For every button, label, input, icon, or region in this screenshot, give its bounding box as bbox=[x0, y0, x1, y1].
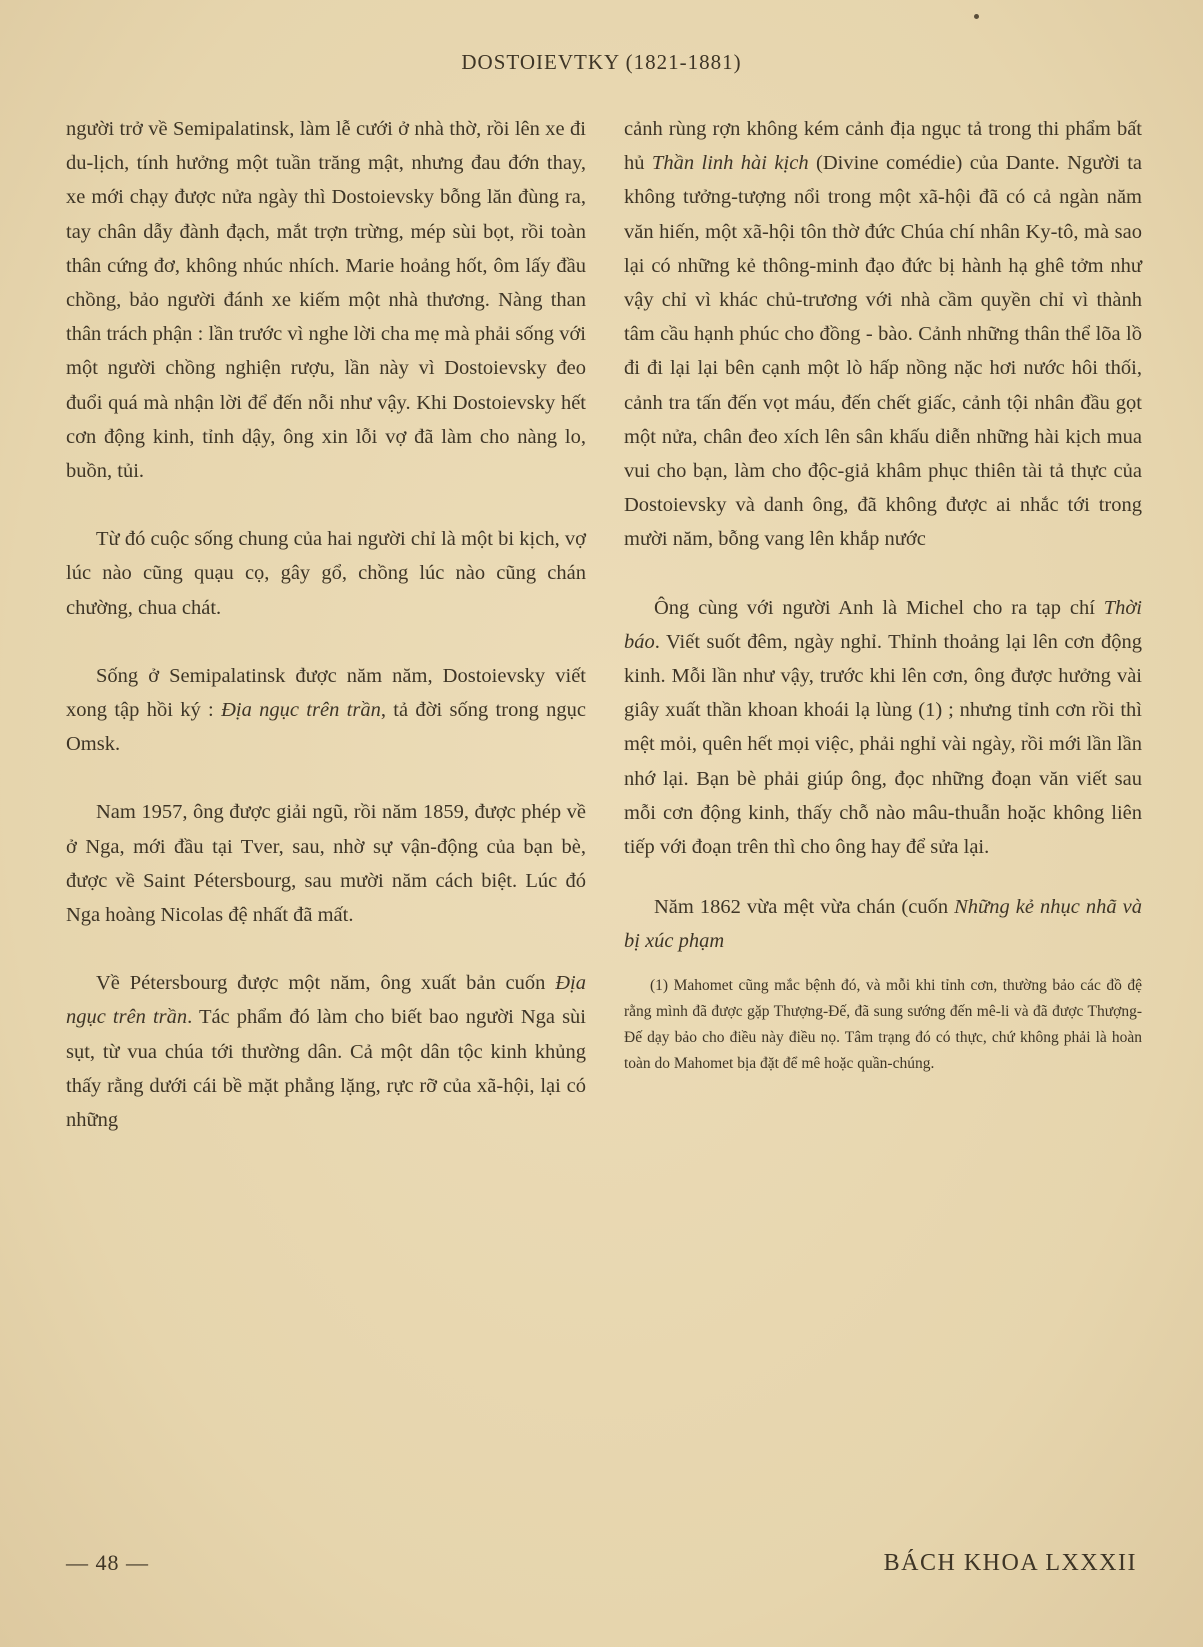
right-column bbox=[624, 112, 1142, 1077]
italic-title: Thời báo bbox=[624, 596, 1142, 653]
publication-name: BÁCH KHOA LXXXII bbox=[883, 1550, 1137, 1576]
text-run: . Tác phẩm đó làm cho biết bao người Nga sùi sụt, từ vua chúa tới thường dân. Cả một dân tộc kinh khủng thấy rằng dưới cái bề mặt phẳng lặng, rực rỡ của xã-hội, lại có những bbox=[66, 1006, 587, 1132]
text-run: Ông cùng với người Anh là Michel cho ra tạp chí bbox=[654, 596, 1104, 619]
footnote: (1) Mahomet cũng mắc bệnh đó, và mỗi khi tỉnh cơn, thường bảo các đồ đệ rằng mình đã được gặp Thượng-Đế, đã sung sướng đến mê-li và đã được Thượng-Đế dạy bảo cho điều này điều nọ. Tâm trạng đó có thực, chứ không phải là hoàn toàn do Mahomet bịa đặt để mê hoặc quần-chúng. bbox=[624, 976, 1142, 1072]
italic-title: Thần linh hài kịch bbox=[651, 152, 809, 175]
page-number: — 48 — bbox=[66, 1550, 149, 1575]
italic-title: Địa ngục trên trần bbox=[66, 972, 586, 1029]
text-run: . Viết suốt đêm, ngày nghỉ. Thỉnh thoảng lại lên cơn động kinh. Mỗi lần như vậy, trước khi lên cơn, ông được hưởng vài giây xuất thần khoan khoái lạ lùng (1) ; nhưng tỉnh cơn rồi thì mệt mỏi, quên hết mọi việc, phải nghỉ vài ngày, rồi mới lần lần nhớ lại. Bạn bè phải giúp ông, đọc những đoạn văn viết sau mỗi cơn động kinh, thấy chỗ nào mâu-thuẫn hoặc không liên tiếp với đoạn trên thì cho ông hay để sửa lại. bbox=[624, 630, 1142, 859]
running-header: DOSTOIEVTKY (1821-1881) bbox=[461, 50, 742, 74]
paragraph bbox=[624, 591, 1142, 865]
text-run: Năm 1862 vừa mệt vừa chán (cuốn bbox=[654, 896, 955, 919]
text-run: người trở về Semipalatinsk, làm lễ cưới ở nhà thờ, rồi lên xe đi du-lịch, tính hưởng một tuần trăng mật, nhưng đau đớn thay, xe mới chạy được nửa ngày thì Dostoievsky bỗng lăn đùng ra, tay chân dẫy đành đạch, mắt trợn trừng, mép sùi bọt, rồi toàn thân cứng đơ, không nhúc nhích. Marie hoảng hốt, ôm lấy đầu chồng, bảo người đánh xe kiếm một nhà thương. Nàng than thân trách phận : lần trước vì nghe lời cha mẹ mà phải sống với một người chồng nghiện rượu, lần này vì Dostoievsky đeo đuổi quá mà nhận lời để đến nỗi như vậy. Khi Dostoievsky hết cơn động kinh, tỉnh dậy, ông xin lỗi vợ đã làm cho nàng lo, buồn, tủi. bbox=[66, 118, 586, 483]
paragraph bbox=[66, 522, 586, 625]
text-run: Từ đó cuộc sống chung của hai người chỉ là một bi kịch, vợ lúc nào cũng quạu cọ, gây gổ, chồng lúc nào cũng chán chường, chua chát. bbox=[66, 528, 586, 619]
text-run: Nam 1957, ông được giải ngũ, rồi năm 1859, được phép về ở Nga, mới đầu tại Tver, sau, nhờ sự vận-động của bạn bè, được về Saint Pétersbourg, sau mười năm cách biệt. Lúc đó Nga hoàng Nicolas đệ nhất đã mất. bbox=[66, 801, 586, 927]
left-column bbox=[66, 112, 586, 1137]
text-run: Sống ở Semipalatinsk được năm năm, Dostoievsky viết xong tập hồi ký : bbox=[66, 664, 586, 722]
paragraph bbox=[66, 112, 586, 488]
ink-speck bbox=[974, 14, 979, 19]
text-run: Về Pétersbourg được một năm, ông xuất bản cuốn bbox=[96, 972, 556, 995]
italic-title: Địa ngục trên trần bbox=[221, 699, 381, 722]
paragraph bbox=[66, 795, 586, 932]
text-run: , tả đời sống trong ngục Omsk. bbox=[66, 699, 586, 756]
paragraph bbox=[624, 890, 1142, 958]
italic-title: Những kẻ nhục nhã và bị xúc phạm bbox=[624, 896, 1143, 953]
paragraph bbox=[624, 112, 1142, 557]
paragraph bbox=[66, 966, 586, 1137]
text-run: cảnh rùng rợn không kém cảnh địa ngục tả trong thi phẩm bất hủ bbox=[624, 118, 1142, 175]
text-run: (Divine comédie) của Dante. Người ta không tưởng-tượng nổi trong một xã-hội đã có cả ngàn năm văn hiến, một xã-hội tôn thờ đức Chúa chí nhân Ky-tô, mà sao lại có những kẻ thông-minh đạo đức bị hành hạ ghê tởm như vậy chỉ vì khác chủ-trương với nhà cầm quyền chỉ vì thành tâm cầu hạnh phúc cho đồng - bào. Cảnh những thân thể lõa lồ đi đi lại lại bên cạnh một lò hấp nồng nặc hơi nước hôi thối, cảnh tra tấn đến vọt máu, đến chết giấc, cảnh tội nhân đầu gọt một nửa, chân đeo xích lên sân khấu diễn những hài kịch mua vui cho bạn, làm cho độc-giả khâm phục thiên tài tả thực của Dostoievsky và danh ông, đã không được ai nhắc tới trong mười năm, bỗng vang lên khắp nước bbox=[624, 152, 1143, 551]
paragraph bbox=[66, 659, 586, 762]
